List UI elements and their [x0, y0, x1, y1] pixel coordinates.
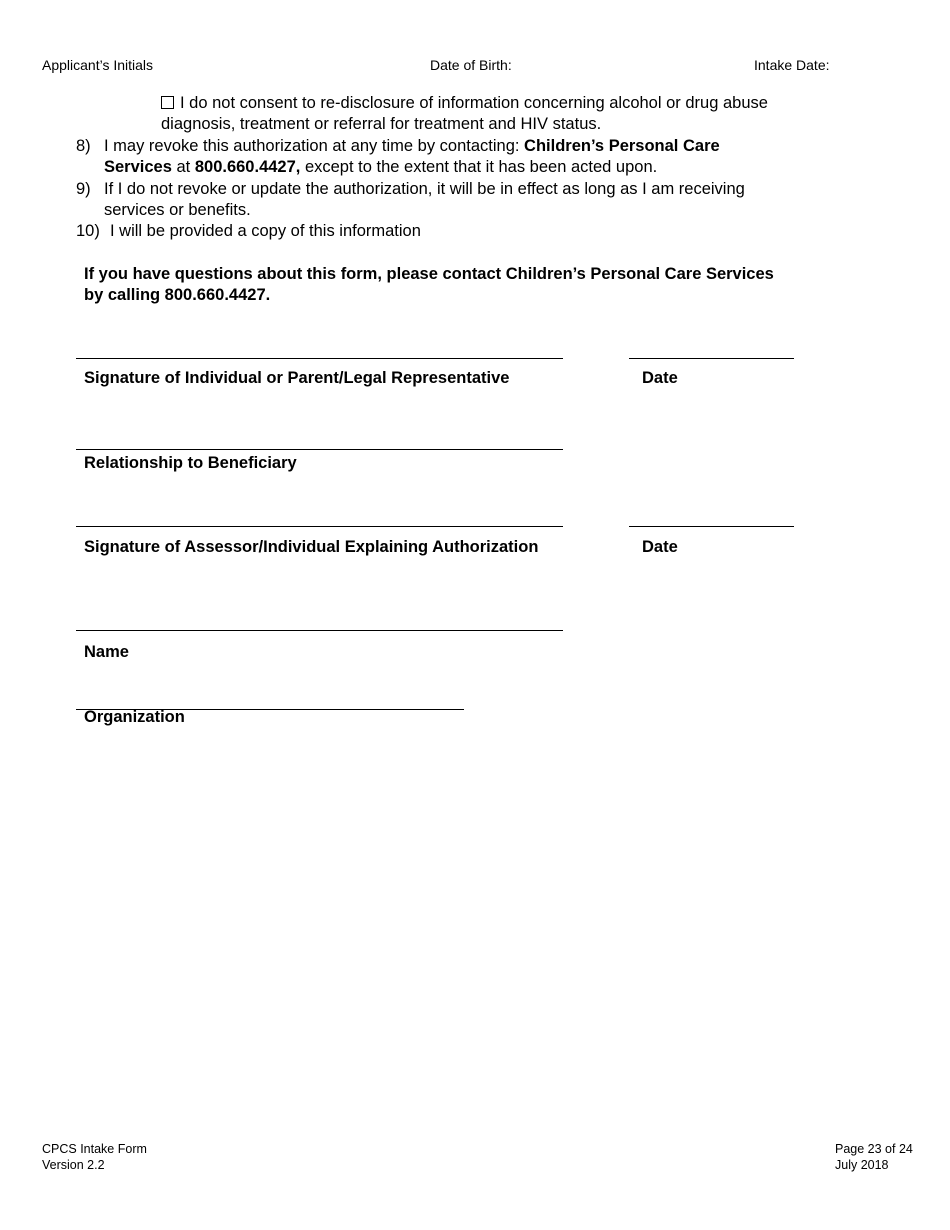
- item-8-at: at: [171, 158, 195, 176]
- footer-version: Version 2.2: [42, 1158, 105, 1172]
- item-8-text: I may revoke this authorization at any time by contacting:: [104, 137, 525, 155]
- relationship-line[interactable]: [76, 449, 563, 450]
- consent-line-1: I do not consent to re-disclosure of information concerning alcohol or drug abuse: [180, 94, 768, 112]
- date-2-label: Date: [642, 538, 678, 556]
- intake-date-label: Intake Date:: [754, 57, 830, 73]
- footer-form-name: CPCS Intake Form: [42, 1142, 147, 1156]
- item-8-org-name-cont: Services: [104, 158, 172, 176]
- date-of-birth-label: Date of Birth:: [430, 57, 512, 73]
- item-9-line-1: If I do not revoke or update the authorization, it will be in effect as long as I am receiving: [104, 180, 745, 198]
- signature-individual-line[interactable]: [76, 358, 563, 359]
- item-8-post: except to the extent that it has been acted upon.: [300, 158, 658, 176]
- date-1-line[interactable]: [629, 358, 794, 359]
- item-9-line-2: services or benefits.: [104, 201, 251, 219]
- consent-line-2: diagnosis, treatment or referral for treatment and HIV status.: [161, 115, 602, 133]
- item-10-text: I will be provided a copy of this information: [110, 222, 421, 240]
- signature-assessor-line[interactable]: [76, 526, 563, 527]
- item-8-line-2: [104, 157, 657, 178]
- date-2-line[interactable]: [629, 526, 794, 527]
- item-8-number: 8): [76, 137, 91, 155]
- name-label: Name: [84, 643, 129, 661]
- footer-date: July 2018: [835, 1158, 889, 1172]
- applicant-initials-label: Applicant’s Initials: [42, 57, 154, 73]
- item-8-line-1: [104, 136, 720, 157]
- name-line[interactable]: [76, 630, 563, 631]
- checkbox[interactable]: [161, 96, 174, 109]
- contact-note-line-1: If you have questions about this form, please contact Children’s Personal Care Services: [84, 265, 774, 283]
- footer-page-number: Page 23 of 24: [835, 1142, 913, 1156]
- contact-note-line-2: by calling 800.660.4427.: [84, 286, 271, 304]
- item-8-phone: 800.660.4427,: [194, 158, 301, 176]
- item-8-org-name: Children’s Personal Care: [524, 137, 720, 155]
- item-10-number: 10): [76, 222, 100, 240]
- item-9-number: 9): [76, 180, 91, 198]
- consent-checkbox-row: [161, 93, 768, 114]
- signature-assessor-label: Signature of Assessor/Individual Explaining Authorization: [84, 538, 539, 556]
- date-1-label: Date: [642, 369, 678, 387]
- relationship-label: Relationship to Beneficiary: [84, 454, 297, 472]
- signature-individual-label: Signature of Individual or Parent/Legal Representative: [84, 369, 510, 387]
- organization-label: Organization: [84, 708, 185, 726]
